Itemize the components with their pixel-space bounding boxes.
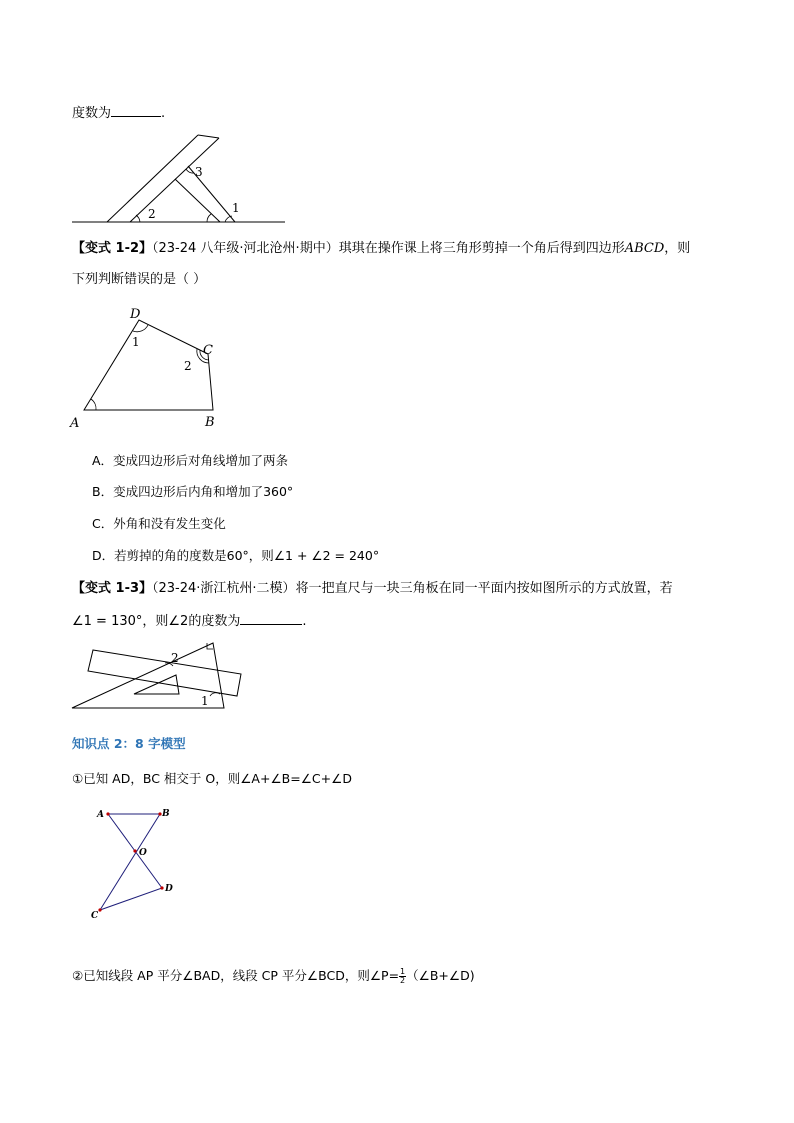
option-d-text: D．若剪掉的角的度数是 <box>92 548 227 563</box>
angle-2-label: 2 <box>148 207 156 221</box>
statement-text-end: （∠B+∠D) <box>406 968 475 983</box>
ruler-triangle-figure <box>70 638 250 713</box>
angle-1-label: 1 <box>132 335 140 349</box>
figure-eight-diagram <box>84 802 184 922</box>
option-b[interactable] <box>92 482 293 502</box>
angle-2-label: 2 <box>171 651 179 665</box>
question-source: （23-24 八年级·河北沧州·期中） <box>152 241 339 256</box>
period: . <box>302 614 307 629</box>
model-statement-2 <box>72 966 475 986</box>
question-1-3-line2 <box>72 610 306 632</box>
question-text: 琪琪在操作课上将三角形剪掉一个角后得到四边形 <box>338 241 625 256</box>
fraction-numerator: 1 <box>400 967 406 976</box>
angle-1-label: 1 <box>201 694 209 708</box>
model-statement-1: ①已知 AD，BC 相交于 O，则∠A+∠B=∠C+∠D <box>72 771 352 786</box>
question-1-2-line2: 下列判断错误的是（ ） <box>72 272 207 287</box>
vertex-d-label: D <box>130 307 141 322</box>
angle-2-label: 2 <box>184 359 192 373</box>
quadrilateral-figure <box>68 302 228 432</box>
question-text: 将一把直尺与一块三角板在同一平面内按如图所示的方式放置，若 <box>295 581 673 596</box>
statement-text: ②已知线段 AP 平分∠BAD，线段 CP 平分∠BCD，则∠P= <box>72 968 400 983</box>
option-d[interactable] <box>92 546 379 566</box>
point-d-label: D <box>165 884 173 894</box>
ruler-angle-figure <box>70 132 290 227</box>
question-1-2-line1 <box>72 239 690 259</box>
angle-3-label: 3 <box>195 165 203 179</box>
section-heading: 知识点 2：8 字模型 <box>72 736 186 751</box>
point-a-label: A <box>97 810 104 820</box>
question-tag: 【变式 1-3】 <box>72 581 153 596</box>
option-a[interactable]: A．变成四边形后对角线增加了两条 <box>92 453 289 468</box>
question-text-end: ，则 <box>664 241 691 256</box>
option-d-value: 60° <box>226 548 249 563</box>
given-angle: ∠1 = 130° <box>72 614 143 629</box>
option-d-equation: ∠1 + ∠2 = 240° <box>273 548 380 563</box>
fraction-denominator: 2 <box>400 976 406 985</box>
point-c-label: C <box>91 911 99 921</box>
question-text: ，则∠2的度数为 <box>142 614 241 629</box>
question-tail-text: 度数为 <box>72 106 112 121</box>
point-b-label: B <box>162 809 170 819</box>
question-source: （23-24·浙江杭州·二模） <box>152 581 296 596</box>
question-tag: 【变式 1-2】 <box>72 241 153 256</box>
option-d-mid: ，则 <box>248 548 274 563</box>
question-1-3-line1 <box>72 579 673 599</box>
period: . <box>161 106 166 121</box>
answer-blank <box>240 610 302 625</box>
point-o-label: O <box>139 848 147 858</box>
answer-blank <box>111 102 161 117</box>
question-tail-line <box>72 102 165 124</box>
option-b-text: B．变成四边形后内角和增加了 <box>92 484 264 499</box>
angle-1-label: 1 <box>232 201 240 215</box>
vertex-c-label: C <box>203 343 213 358</box>
vertex-a-label: A <box>70 416 80 431</box>
quadrilateral-name: ABCD <box>624 241 665 256</box>
option-c[interactable]: C．外角和没有发生变化 <box>92 516 226 531</box>
vertex-b-label: B <box>205 415 215 430</box>
option-b-value: 360° <box>263 484 294 499</box>
